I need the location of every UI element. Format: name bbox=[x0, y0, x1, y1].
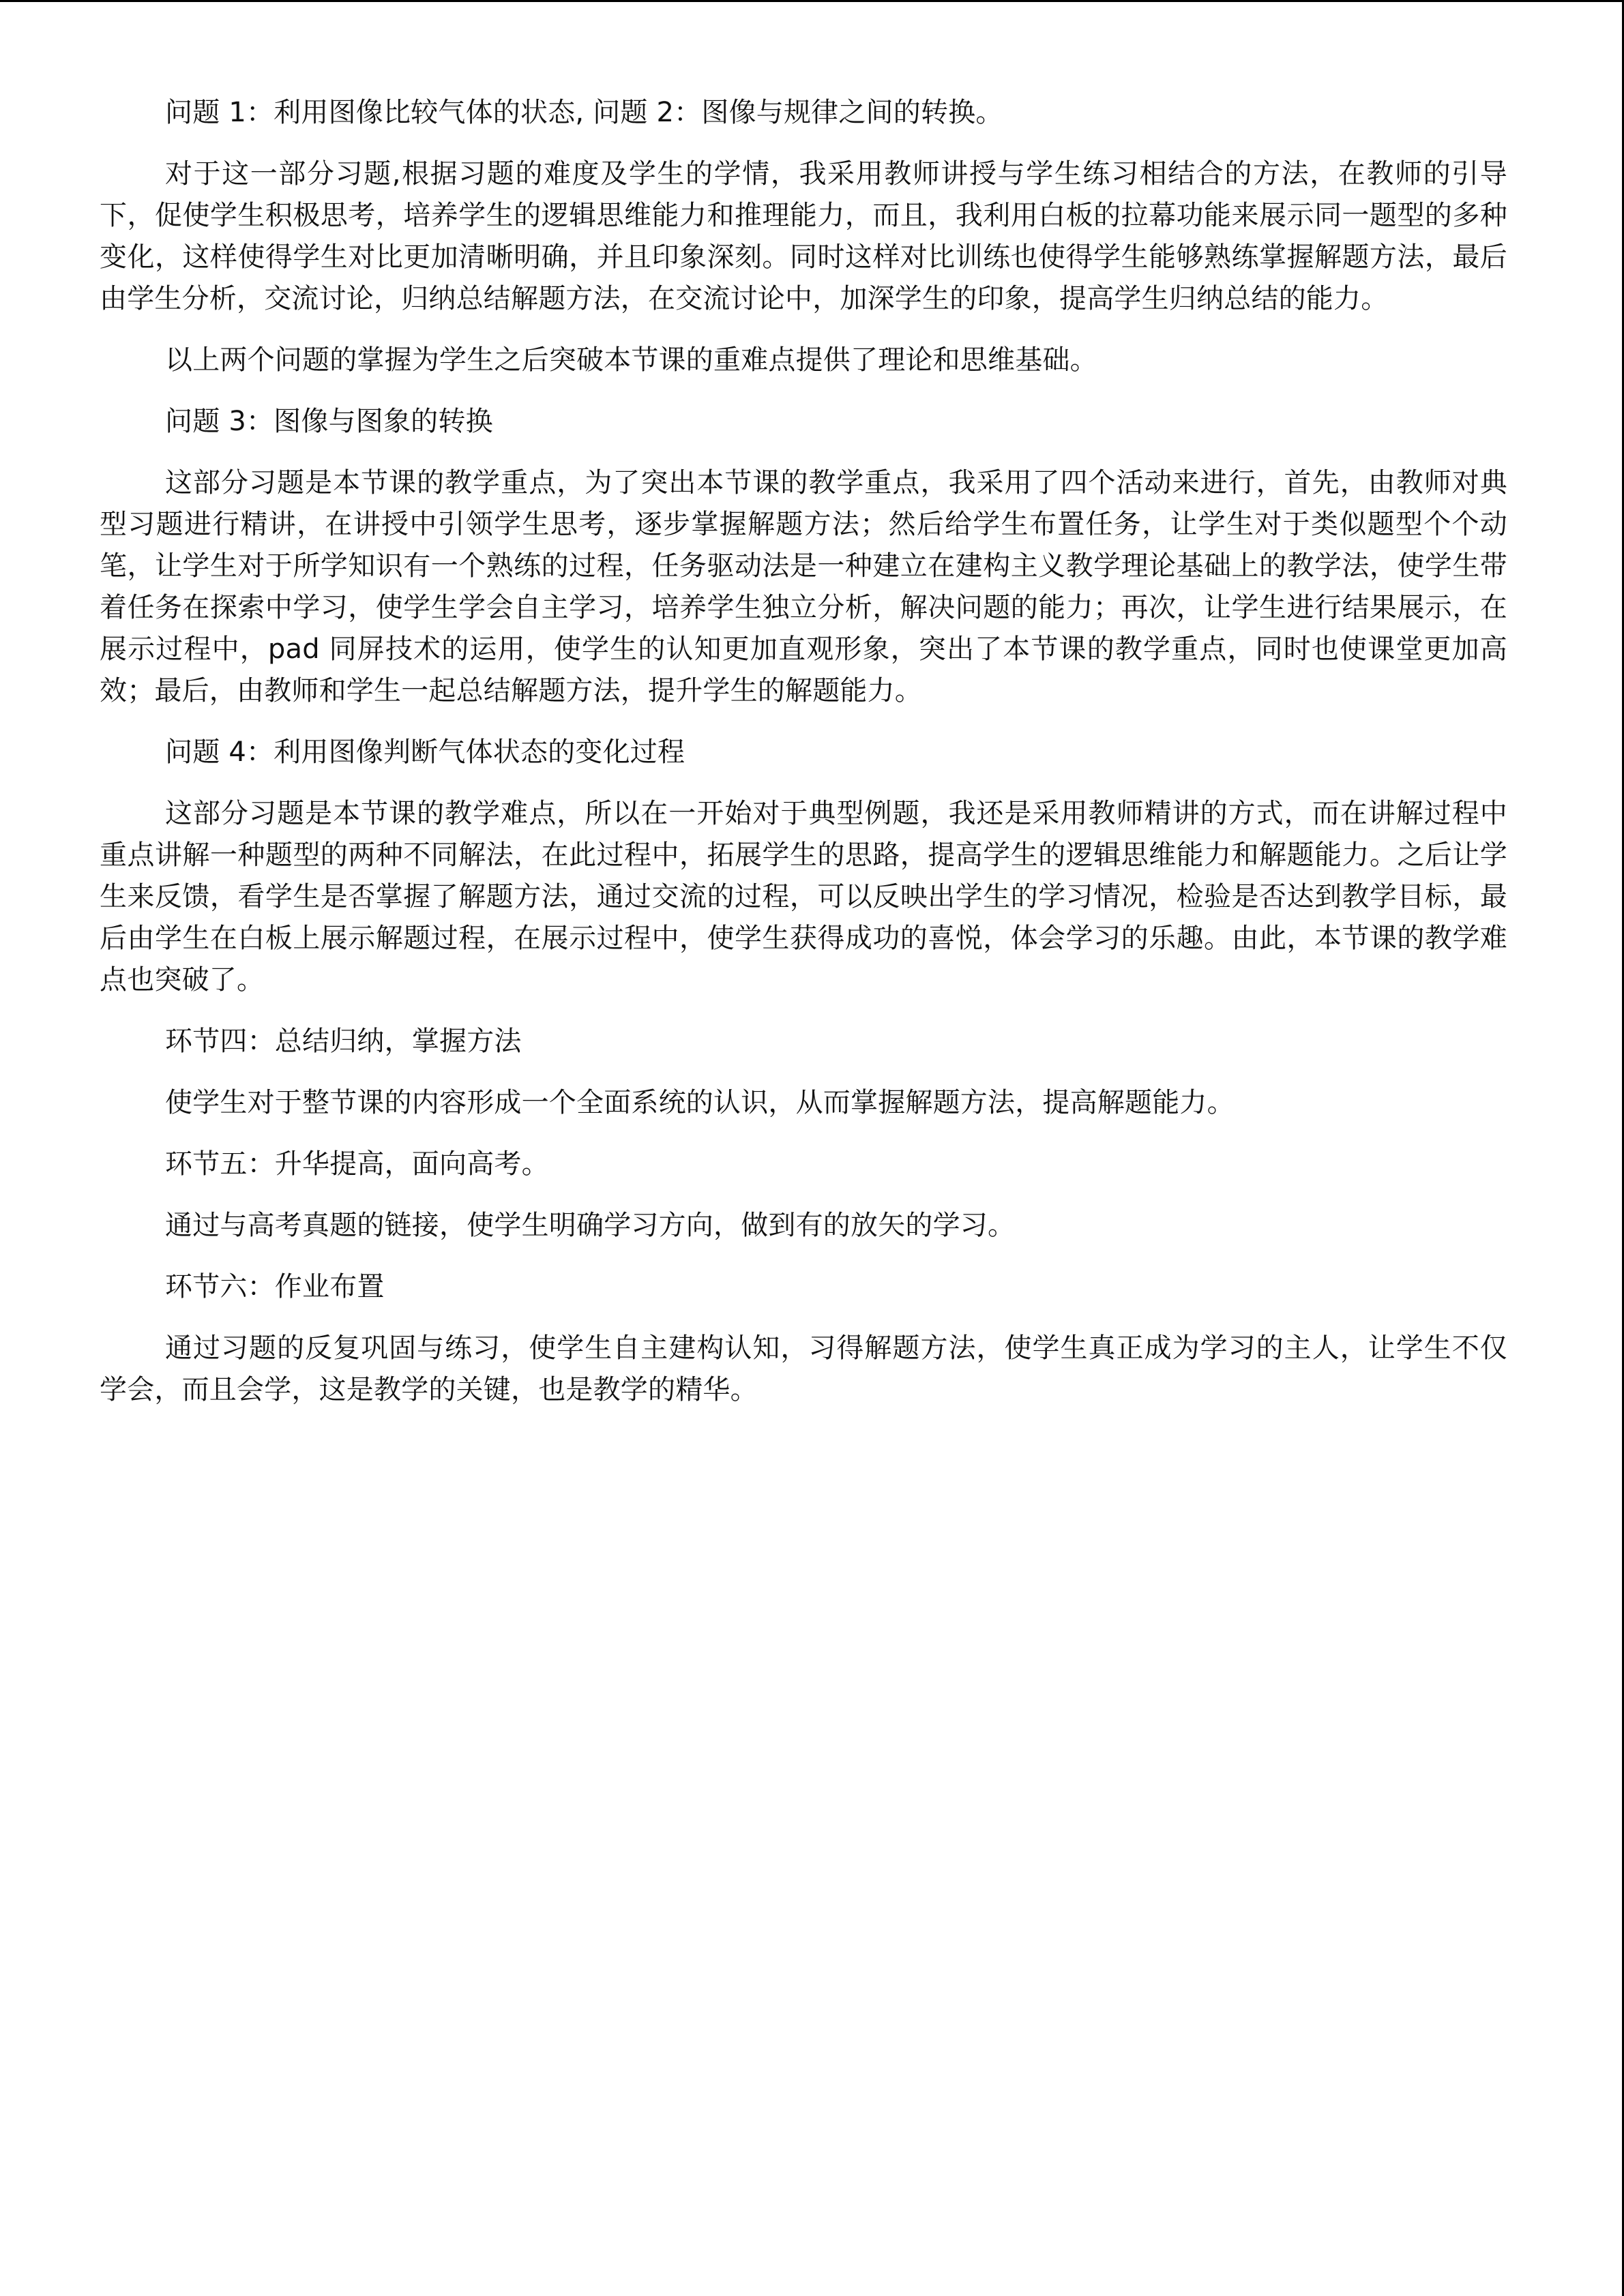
paragraph-section-6-heading: 环节六：作业布置 bbox=[165, 1271, 385, 1302]
paragraph-method-4: 这部分习题是本节课的教学难点，所以在一开始对于典型例题，我还是采用教师精讲的方式，而在讲解过程中重点讲解一种题型的两种不同解法，在此过程中，拓展学生的思路，提高学生的逻辑思维能力和解题能力。之后让学生来反馈，看学生是否掌握了解题方法，通过交流的过程，可以反映出学生的学习情况，检验是否达到教学目标，最后由学生在白板上展示解题过程，在展示过程中，使学生获得成功的喜悦，体会学习的乐趣。由此，本节课的教学难点也突破了。 bbox=[100, 798, 1507, 996]
paragraph-problem-3: 问题 3：图像与图象的转换 bbox=[165, 406, 493, 437]
paragraph-section-4-body: 使学生对于整节课的内容形成一个全面系统的认识，从而掌握解题方法，提高解题能力。 bbox=[165, 1087, 1235, 1118]
paragraph-section-6-body: 通过习题的反复巩固与练习，使学生自主建构认知，习得解题方法，使学生真正成为学习的主人，让学生不仅学会，而且会学，这是教学的关键，也是教学的精华。 bbox=[100, 1332, 1507, 1405]
paragraph-section-5-heading: 环节五：升华提高，面向高考。 bbox=[165, 1148, 549, 1180]
paragraph-method-3: 这部分习题是本节课的教学重点，为了突出本节课的教学重点，我采用了四个活动来进行，首先，由教师对典型习题进行精讲，在讲授中引领学生思考，逐步掌握解题方法；然后给学生布置任务，让学生对于类似题型个个动笔，让学生对于所学知识有一个熟练的过程，任务驱动法是一种建立在建构主义教学理论基础上的教学法，使学生带着任务在探索中学习，使学生学会自主学习，培养学生独立分析，解决问题的能力；再次，让学生进行结果展示，在展示过程中，pad 同屏技术的运用，使学生的认知更加直观形象，突出了本节课的教学重点，同时也使课堂更加高效；最后，由教师和学生一起总结解题方法，提升学生的解题能力。 bbox=[100, 467, 1507, 706]
paragraph-problem-1-2: 问题 1：利用图像比较气体的状态, 问题 2：图像与规律之间的转换。 bbox=[165, 97, 1003, 128]
paragraph-section-5-body: 通过与高考真题的链接，使学生明确学习方向，做到有的放矢的学习。 bbox=[165, 1210, 1016, 1241]
document-body bbox=[100, 92, 1507, 1431]
paragraph-section-4-heading: 环节四：总结归纳，掌握方法 bbox=[165, 1026, 522, 1057]
paragraph-foundation: 以上两个问题的掌握为学生之后突破本节课的重难点提供了理论和思维基础。 bbox=[165, 344, 1097, 376]
paragraph-method-1: 对于这一部分习题,根据习题的难度及学生的学情，我采用教师讲授与学生练习相结合的方法，在教师的引导下，促使学生积极思考，培养学生的逻辑思维能力和推理能力，而且，我利用白板的拉幕功能来展示同一题型的多种变化，这样使得学生对比更加清晰明确，并且印象深刻。同时这样对比训练也使得学生能够熟练掌握解题方法，最后由学生分析，交流讨论，归纳总结解题方法，在交流讨论中，加深学生的印象，提高学生归纳总结的能力。 bbox=[100, 158, 1507, 314]
paragraph-problem-4: 问题 4：利用图像判断气体状态的变化过程 bbox=[165, 736, 685, 768]
